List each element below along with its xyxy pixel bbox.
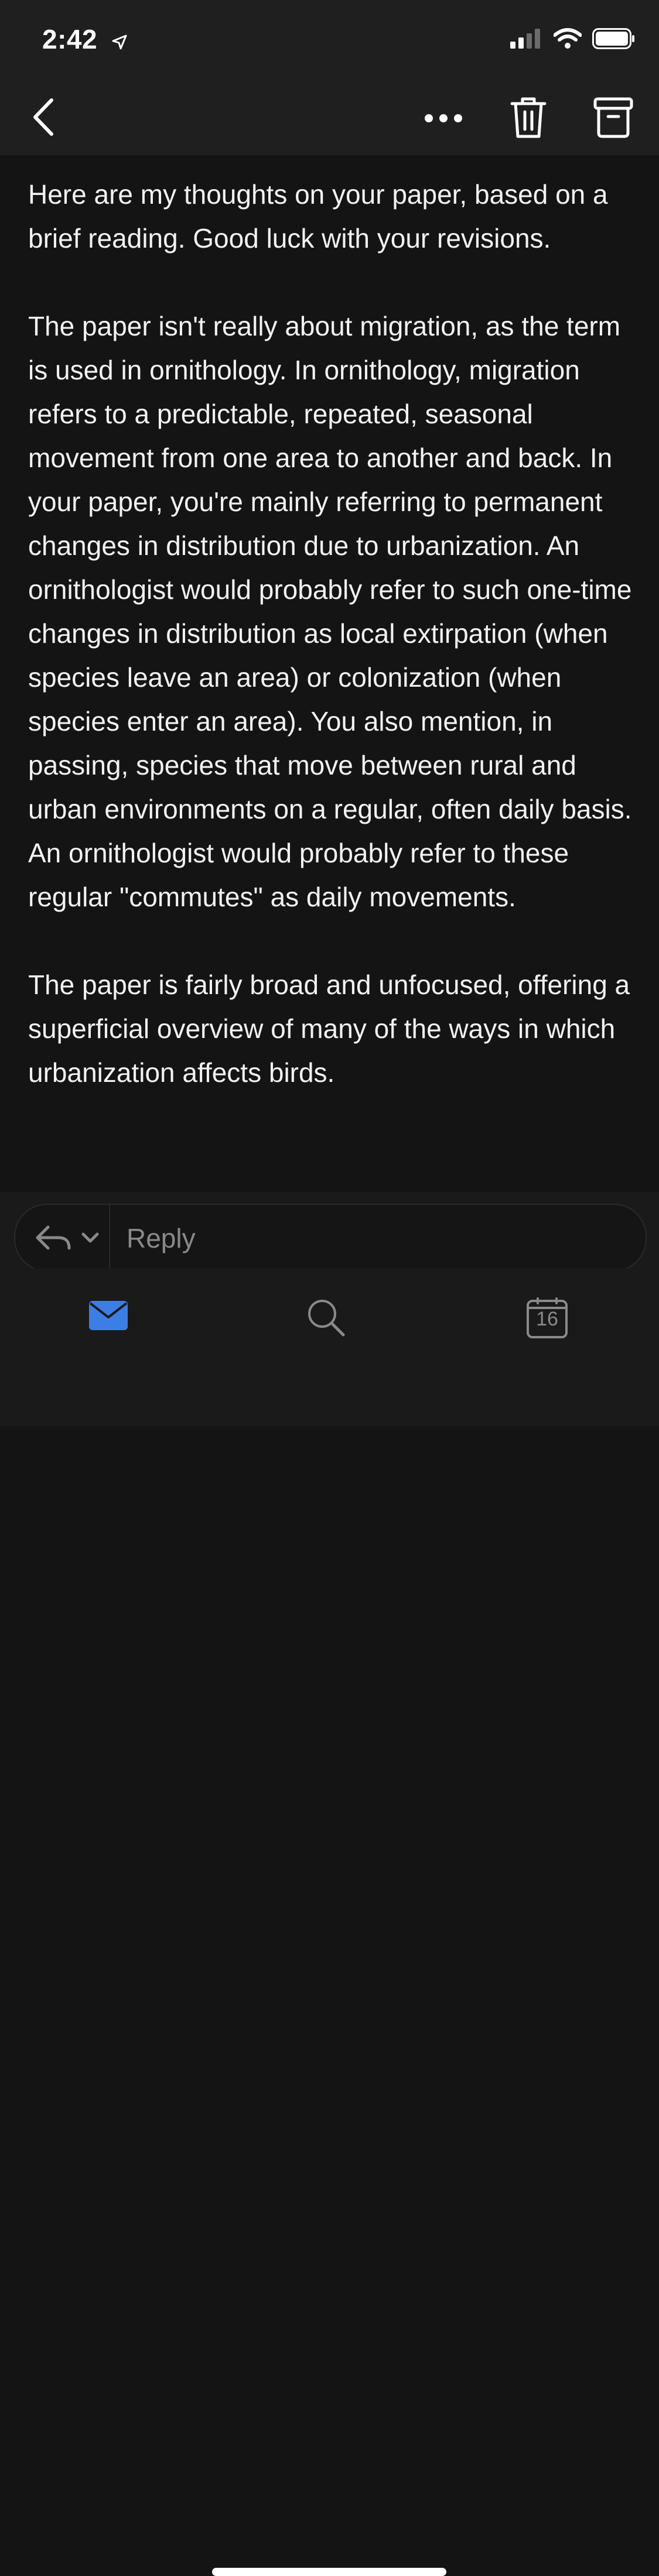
archive-icon — [593, 97, 634, 139]
archive-button[interactable] — [593, 97, 634, 139]
status-time — [42, 23, 128, 57]
message-body — [28, 155, 637, 1191]
tab-search[interactable] — [306, 1297, 353, 1344]
battery-icon — [592, 28, 636, 52]
nav-bar — [0, 79, 659, 155]
reply-bar — [0, 1192, 659, 1268]
time-label: 2:42 — [42, 24, 98, 54]
status-bar — [0, 0, 659, 79]
tab-mail[interactable] — [88, 1297, 135, 1344]
delete-button[interactable] — [510, 95, 547, 140]
chevron-left-icon — [29, 97, 59, 138]
wifi-icon — [554, 28, 582, 52]
back-button[interactable] — [29, 97, 59, 138]
signal-icon — [510, 29, 543, 52]
home-indicator — [212, 2568, 446, 2576]
message-paragraph: The paper isn't really about migration, as the term is used in ornithology. In ornithology, migration refers to a predictable, repeated, seasonal movement from one area to another and back. In your paper, you're mainly referring to permanent changes in distribution due to urbanization. An ornithologist would probably refer to such one-time changes in distribution as local extirpation (when species leave an area) or colonization (when species enter an area). You also mention, in passing, species that move between rural and urban environments on a regular, often daily basis. An ornithologist would probably refer to these regular "commutes" as daily movements. — [28, 311, 632, 912]
reply-options-button[interactable] — [33, 1222, 115, 1253]
reply-divider — [109, 1205, 110, 1270]
status-icons — [510, 28, 636, 52]
search-icon — [306, 1297, 347, 1338]
tab-calendar[interactable] — [526, 1297, 573, 1344]
ellipsis-icon — [423, 104, 464, 133]
message-paragraph: The paper is fairly broad and unfocused, offering a superficial overview of many of the ways in which urbanization affects birds. — [28, 970, 630, 1088]
reply-box[interactable] — [14, 1204, 647, 1272]
more-options-button[interactable] — [423, 104, 464, 133]
mail-icon — [88, 1297, 129, 1332]
location-arrow-icon — [111, 26, 128, 57]
reply-input[interactable]: Reply — [127, 1223, 196, 1253]
tab-bar — [0, 1268, 659, 1426]
reply-arrow-icon — [33, 1222, 115, 1253]
message-paragraph: Here are my thoughts on your paper, based on a brief reading. Good luck with your revisions. — [28, 179, 608, 254]
calendar-day-label: 16 — [536, 1308, 558, 1330]
trash-icon — [510, 95, 547, 140]
